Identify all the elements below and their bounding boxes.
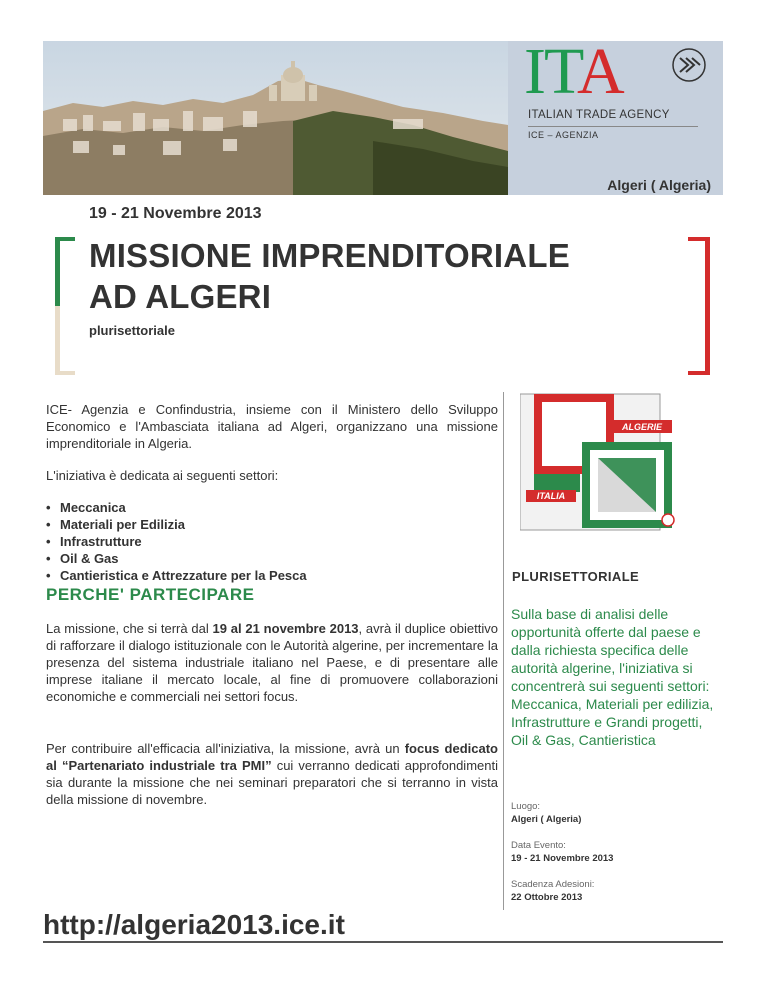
website-url-link[interactable]: http://algeria2013.ice.it [43,909,345,940]
deadline-value: 22 Ottobre 2013 [511,892,583,903]
banner-location: Algeri ( Algeria) [607,177,711,193]
logo-subtitle: ICE – AGENZIA [528,130,599,140]
list-item: • Oil & Gas [46,550,307,567]
deadline-label: Scadenza Adesioni: [511,879,595,890]
sectors-list [46,499,307,584]
location-label: Luogo: [511,801,541,812]
column-divider [503,392,504,910]
event-date-value: 19 - 21 Novembre 2013 [511,853,614,864]
page-title-line1: MISSIONE IMPRENDITORIALE [89,237,570,274]
intro-paragraph: ICE- Agenzia e Confindustria, insieme con il Ministero dello Sviluppo Economico e l'Ambasciata italiana ad Algeri, organizzano una missione imprenditoriale in Algeria. [46,402,498,451]
list-item: • Infrastrutture [46,533,307,550]
page-subtitle: plurisettoriale [89,323,175,338]
header-banner [43,41,723,195]
right-bracket-decoration [688,237,710,375]
list-item: • Meccanica [46,499,307,516]
ita-arrow-icon [671,47,707,83]
body-paragraph-1: La missione, che si terrà dal 19 al 21 novembre 2013, avrà il duplice obiettivo di rafforzare il dialogo istituzionale con le Autorità algerine, per incrementare la presenza del sistema industriale italiano nel Paese, e di presentare alle imprese italiane il mercato locale, al fine di promuovere collaborazioni economiche e commerciali nei settori focus. [46,621,498,704]
location-value: Algeri ( Algeria) [511,814,582,825]
event-dates: 19 - 21 Novembre 2013 [89,205,262,222]
page-title-line2: AD ALGERI [89,278,272,315]
left-bracket-decoration [55,237,75,375]
section-heading: PERCHE' PARTECIPARE [46,585,255,604]
footer-rule [43,941,723,943]
algeria-italy-graphic [520,392,688,532]
graphic-label-algerie: ALGERIE [621,422,663,432]
body-paragraph-2: Per contribuire all'efficacia all'iniziativa, la missione, avrà un focus dedicato al “Partenariato industriale tra PMI” cui verranno dedicati approfondimenti sia durante la missione che nei seminari preparatori che si terranno in vista della missione di novembre. [46,741,498,807]
event-date-label: Data Evento: [511,840,566,851]
ita-logo-wordmark: ITA [524,41,623,108]
logo-divider [528,126,698,127]
algiers-cityscape-photo [43,41,508,195]
category-label: PLURISETTORIALE [512,569,640,584]
list-item: • Cantieristica e Attrezzature per la Pesca [46,567,307,584]
logo-agency-name: ITALIAN TRADE AGENCY [528,109,670,121]
ita-logo-panel [508,41,723,195]
sectors-intro: L'iniziativa è dedicata ai seguenti settori: [46,468,279,483]
graphic-label-italia: ITALIA [536,491,566,501]
list-item: • Materiali per Edilizia [46,516,307,533]
sidebar-description: Sulla base di analisi delle opportunità offerte dal paese e dalla richiesta specifica delle autorità algerine, l'iniziativa si concentrerà sui seguenti settori: Meccanica, Materiali per edilizia, Infrastrutture e Grandi progetti, Oil & Gas, Cantieristica [511,606,714,748]
